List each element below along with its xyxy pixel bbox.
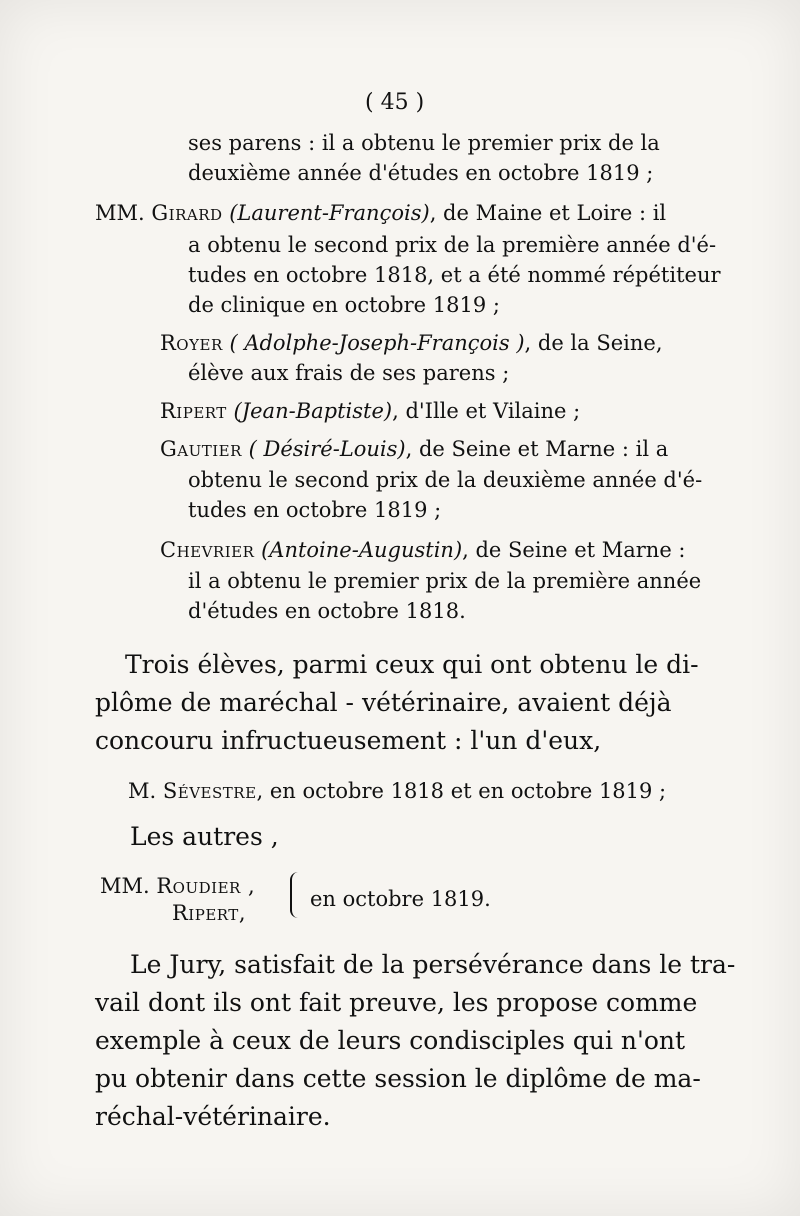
- entry-rest: , de Seine et Marne : il a: [405, 437, 669, 461]
- given-names: (Jean-Baptiste): [233, 399, 393, 423]
- honorific: MM.: [100, 874, 150, 898]
- text-line: tudes en octobre 1819 ;: [188, 498, 442, 522]
- text-line: deuxième année d'études en octobre 1819 ;: [188, 161, 654, 185]
- text-line: élève aux frais de ses parens ;: [188, 361, 510, 385]
- given-names: (Laurent-François): [229, 201, 430, 225]
- surname: Royer: [160, 331, 223, 355]
- paragraph-line: concouru infructueusement : l'un d'eux,: [95, 726, 602, 755]
- surname: Gautier: [160, 437, 242, 461]
- given-names: ( Adolphe-Joseph-François ): [229, 331, 525, 355]
- text-line: tudes en octobre 1818, et a été nommé répétiteur: [188, 263, 721, 287]
- text-line: a obtenu le second prix de la première année d'é-: [188, 233, 717, 257]
- entry-chevrier: [160, 537, 686, 563]
- given-names: ( Désiré-Louis): [248, 437, 406, 461]
- text-line: ses parens : il a obtenu le premier prix de la: [188, 131, 660, 155]
- honorific: M.: [128, 779, 157, 803]
- entry-rest: , en octobre 1818 et en octobre 1819 ;: [256, 779, 667, 803]
- honorific: MM.: [95, 201, 145, 225]
- given-names: (Antoine-Augustin): [261, 538, 463, 562]
- text-line: de clinique en octobre 1819 ;: [188, 293, 500, 317]
- paragraph-line: Le Jury, satisfait de la persévérance dans le tra-: [130, 950, 736, 979]
- paragraph-line: exemple à ceux de leurs condisciples qui n'ont: [95, 1026, 686, 1055]
- paragraph-line: Les autres ,: [130, 822, 279, 851]
- paragraph-line: pu obtenir dans cette session le diplôme de ma-: [95, 1064, 701, 1093]
- entry-royer: [160, 330, 663, 356]
- surname: Chevrier: [160, 538, 255, 562]
- entry-ripert: [160, 398, 580, 424]
- paragraph-line: vail dont ils ont fait preuve, les propose comme: [95, 988, 698, 1017]
- brace: [290, 872, 302, 918]
- entry-rest: , de la Seine,: [524, 331, 663, 355]
- entry-roudier: [100, 873, 255, 899]
- entry-rest: , de Seine et Marne :: [462, 538, 686, 562]
- entry-girard: [95, 200, 666, 226]
- entry-gautier: [160, 436, 668, 462]
- page-number: ( 45 ): [365, 90, 425, 115]
- paragraph-line: plôme de maréchal - vétérinaire, avaient déjà: [95, 688, 672, 717]
- surname: Girard: [151, 201, 223, 225]
- text-line: obtenu le second prix de la deuxième année d'é-: [188, 468, 703, 492]
- surname: Ripert: [160, 399, 227, 423]
- entry-rest: , de Maine et Loire : il: [429, 201, 667, 225]
- paragraph-line: réchal-vétérinaire.: [95, 1102, 331, 1131]
- text-line: d'études en octobre 1818.: [188, 599, 466, 623]
- surname: Roudier ,: [156, 874, 256, 898]
- surname: Ripert,: [172, 901, 246, 925]
- surname: Sévestre: [162, 779, 257, 803]
- paragraph-line: Trois élèves, parmi ceux qui ont obtenu le di-: [125, 650, 699, 679]
- text-line: il a obtenu le premier prix de la première année: [188, 569, 702, 593]
- brace-text: en octobre 1819.: [310, 887, 491, 911]
- entry-rest: , d'Ille et Vilaine ;: [392, 399, 581, 423]
- entry-sevestre: [128, 778, 666, 804]
